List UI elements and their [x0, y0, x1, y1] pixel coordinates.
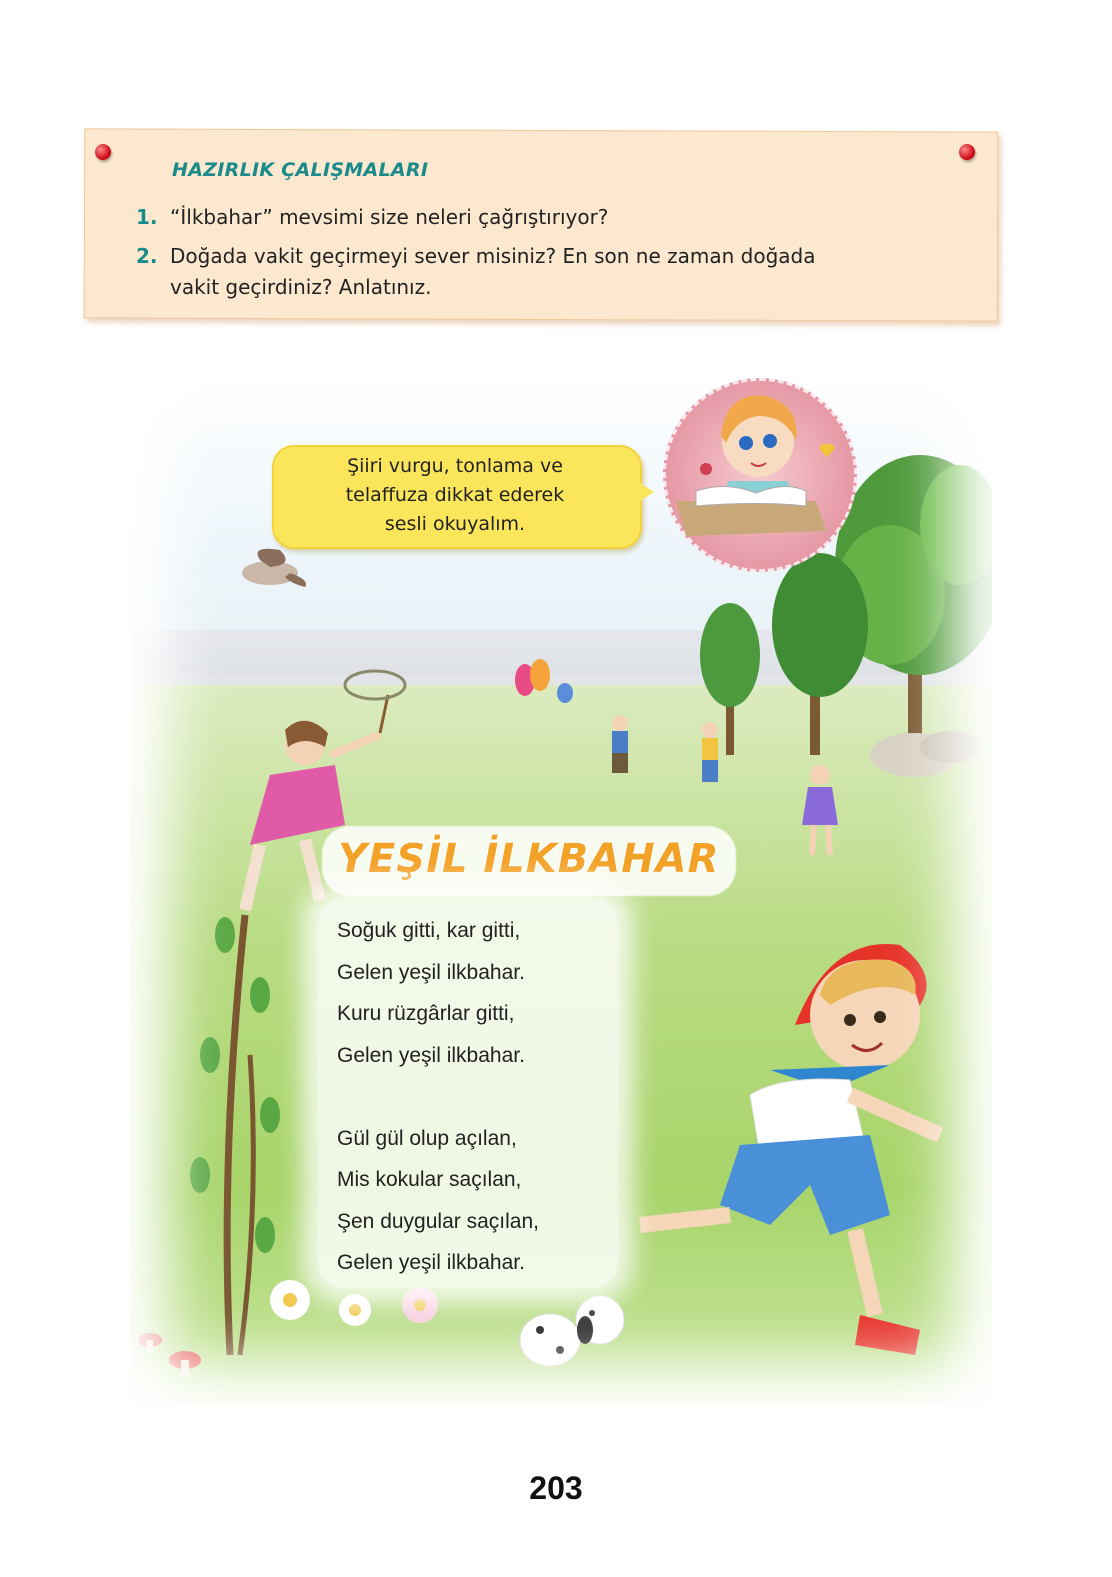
poem-line: Soğuk gitti, kar gitti,	[337, 919, 521, 942]
poem-line: Gelen yeşil ilkbahar.	[337, 1043, 525, 1067]
pushpin-icon	[95, 144, 111, 160]
child-figure	[702, 722, 718, 782]
speech-line: Şiiri vurgu, tonlama ve	[347, 455, 563, 477]
reading-girl-avatar	[663, 378, 857, 572]
child-figure	[612, 715, 628, 773]
running-boy	[640, 944, 940, 1355]
question-number: 2.	[136, 244, 158, 268]
speech-bubble-text	[272, 452, 638, 539]
question-text: “İlkbahar” mevsimi size neleri çağrıştırıyor?	[170, 205, 609, 229]
girl-reading-icon	[666, 381, 854, 569]
bird-icon	[242, 549, 306, 587]
speech-line: sesli okuyalım.	[384, 513, 526, 535]
poem-line: Gül gül olup açılan,	[337, 1126, 517, 1150]
poem-line: Şen duygular saçılan,	[337, 1209, 539, 1233]
poem-line: Gelen yeşil ilkbahar.	[337, 960, 525, 984]
question-number: 1.	[136, 205, 158, 229]
poem-stanza	[337, 910, 539, 1076]
speech-line: telaffuza dikkat ederek	[345, 484, 565, 506]
poem-line: Gelen yeşil ilkbahar.	[337, 1251, 525, 1274]
poem-body	[337, 910, 539, 1284]
question-2	[136, 241, 976, 271]
poem-title: YEŞİL İLKBAHAR	[338, 836, 720, 882]
question-1	[136, 202, 608, 232]
plant-icon	[190, 915, 280, 1355]
tree-icon	[772, 553, 868, 755]
poem-line: Kuru rüzgârlar gitti,	[337, 1002, 515, 1025]
puppy-icon	[520, 1296, 624, 1366]
question-text: Doğada vakit geçirmeyi sever misiniz? En son ne zaman doğada	[170, 244, 816, 268]
butterfly-icon	[515, 659, 573, 703]
child-figure	[802, 765, 838, 855]
poem-line: Mis kokular saçılan,	[337, 1168, 522, 1191]
question-text-continuation: vakit geçirdiniz? Anlatınız.	[170, 275, 432, 299]
page-number: 203	[529, 1470, 583, 1506]
pushpin-icon	[959, 144, 975, 160]
poem-stanza	[337, 1118, 539, 1284]
mushroom-icon	[138, 1333, 201, 1376]
preparation-title: HAZIRLIK ÇALIŞMALARI	[172, 159, 429, 181]
